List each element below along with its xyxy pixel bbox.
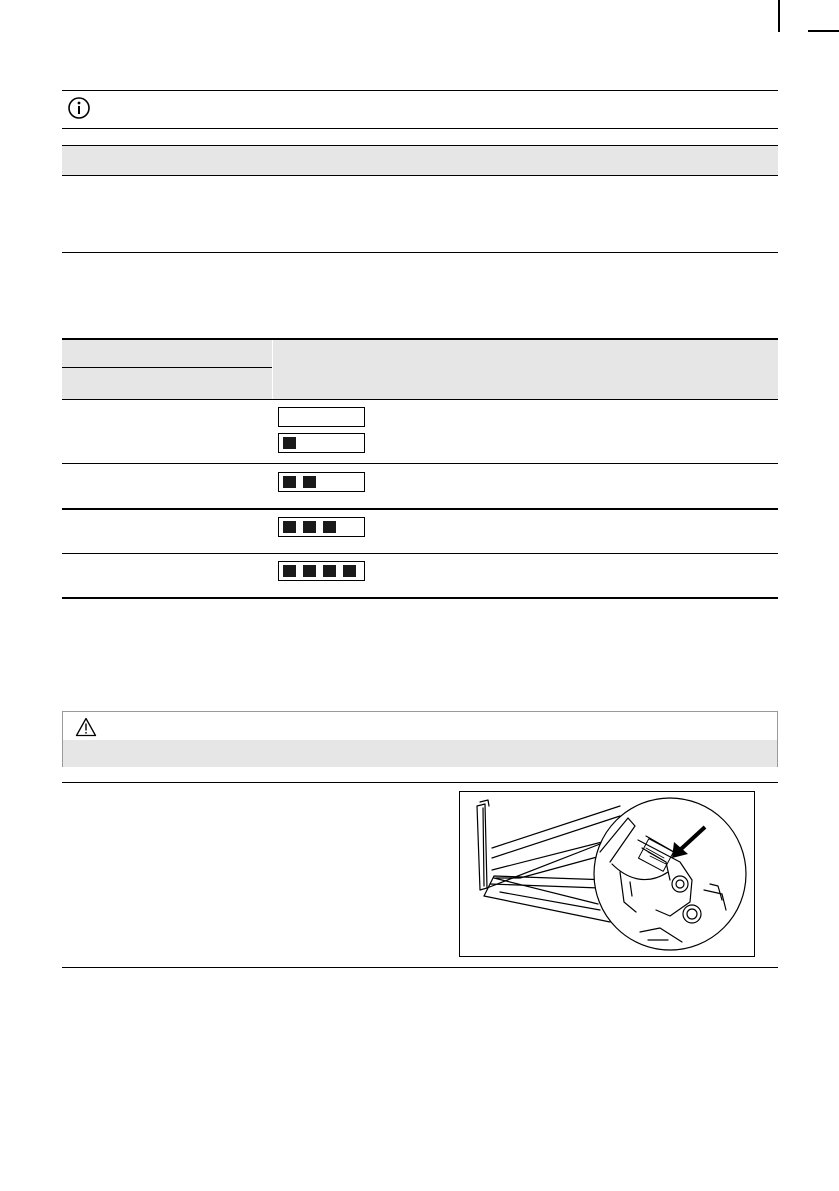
filled-square — [283, 437, 296, 449]
filled-square — [303, 521, 316, 533]
table2-header-rule — [62, 399, 778, 400]
step-top-rule — [62, 782, 778, 783]
table2-header — [62, 340, 778, 399]
info-bottom-rule — [62, 128, 778, 129]
table1-header-rule — [62, 175, 778, 176]
table2-row1-rule — [62, 463, 778, 464]
crop-mark-horizontal — [808, 30, 839, 32]
warning-triangle-icon — [75, 717, 97, 737]
filled-square — [323, 521, 336, 533]
filled-square — [283, 565, 296, 577]
table1-header — [62, 146, 778, 175]
filled-square — [283, 521, 296, 533]
step-bottom-rule — [62, 967, 778, 968]
info-circle-icon — [67, 96, 91, 120]
table2-row2-rule — [62, 508, 778, 510]
filled-square — [303, 565, 316, 577]
filled-square — [343, 565, 356, 577]
hardness-level-box — [278, 517, 365, 537]
hardness-level-box — [278, 561, 365, 581]
filled-square — [283, 476, 296, 488]
table1-bottom-rule — [62, 252, 778, 253]
table2-row3-rule — [62, 553, 778, 554]
info-note — [62, 90, 778, 128]
table2-header-divider — [272, 340, 273, 399]
oven-door-hinge-illustration — [459, 791, 755, 957]
hardness-level-box — [278, 407, 365, 427]
illustration-svg — [460, 792, 755, 957]
table2-bottom-rule — [62, 597, 778, 599]
crop-mark-vertical — [778, 0, 780, 32]
warning-strip — [63, 740, 777, 767]
warning-box — [62, 711, 778, 767]
table2-header-subrule — [62, 367, 272, 368]
filled-square — [303, 476, 316, 488]
hardness-level-box — [278, 472, 365, 492]
hardness-level-box — [278, 433, 365, 453]
filled-square — [323, 565, 336, 577]
